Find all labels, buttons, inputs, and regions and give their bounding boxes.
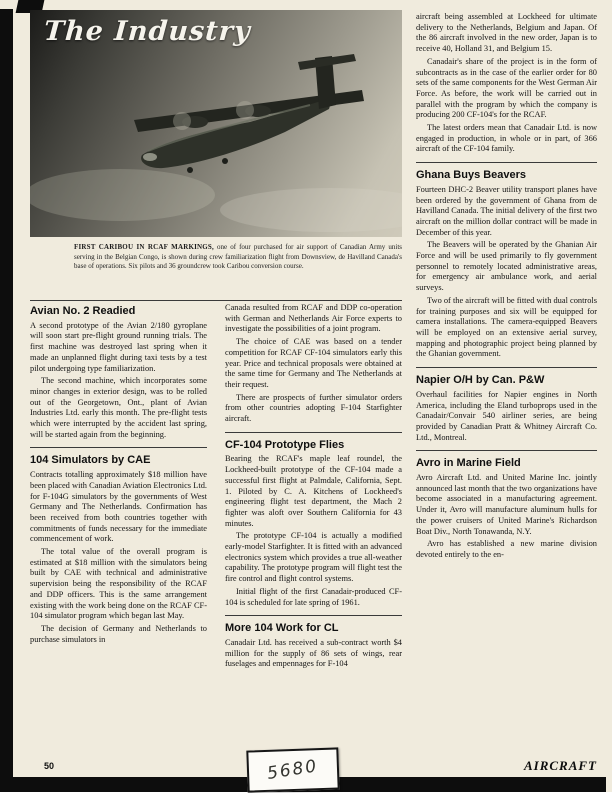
article-paragraph: A second prototype of the Avian 2/180 gyroplane will soon start pre-flight ground running trials. The first machine was destroyed last spring when it made an unplanned flight during taxi tests by a test pilot undergoing type familiarization. — [30, 320, 207, 373]
caption-divider-rule — [30, 300, 402, 301]
article-paragraph: Bearing the RCAF's maple leaf roundel, the Lockheed-built prototype of the CF-104 made a successful first flight at Palmdale, California, Sept. 1. Piloted by C. A. Kitchens of Lockheed's engineering flight test department, the Mach 2 fighter was aloft over Southern California for 43 minutes. — [225, 454, 402, 528]
article-cf104-prototype — [225, 432, 402, 609]
article-paragraph: The Beavers will be operated by the Ghanian Air Force and will be used primarily to fly government personnel to remotely located administrative areas, for emergency air ambulance work, and aerial surveys. — [416, 240, 597, 293]
article-heading: Ghana Buys Beavers — [416, 169, 527, 182]
photo-caption — [74, 243, 402, 272]
article-paragraph: Initial flight of the first Canadair-produced CF-104 is scheduled for late spring of 1961. — [225, 586, 402, 607]
article-paragraph: The decision of Germany and Netherlands to purchase simulators in — [30, 623, 207, 644]
article-avian-no-2 — [30, 306, 207, 440]
article-heading: Avro in Marine Field — [416, 457, 521, 470]
left-edge-bar — [0, 9, 13, 792]
page-number: 50 — [44, 761, 55, 771]
lead-photo — [30, 10, 402, 237]
column-left — [30, 303, 207, 647]
photo-caption-lead: FIRST CARIBOU IN RCAF MARKINGS, — [74, 243, 214, 251]
article-paragraph: There are prospects of further simulator orders from other countries adopting F-104 Starfighter aircraft. — [225, 392, 402, 424]
article-heading: Napier O/H by Can. P&W — [416, 374, 545, 387]
handwritten-number: 5680 — [266, 756, 320, 784]
article-more-104-work — [225, 615, 402, 670]
article-paragraph: Fourteen DHC-2 Beaver utility transport planes have been ordered by the government of Ghana from de Havilland Canada. The initial delivery of the first two aircraft on the million dollar contract will be made in December of this year. — [416, 184, 597, 237]
section-title: The Industry — [42, 16, 252, 47]
article-104-simulators — [30, 447, 207, 645]
column-right — [416, 12, 597, 563]
article-paragraph: Contracts totalling approximately $18 million have been placed with Canadian Aviation Electronics Ltd. for F-104G simulators by the governments of West Germany and The Netherlands. Confirmation has been received from both countries together with commitments of funds necessary for the immediate commencement of work. — [30, 470, 207, 544]
article-heading: More 104 Work for CL — [225, 622, 339, 635]
article-heading: Avian No. 2 Readied — [30, 305, 136, 317]
handwritten-slip — [246, 747, 339, 792]
article-simulators-continuation — [225, 303, 402, 425]
article-heading: CF-104 Prototype Flies — [225, 438, 345, 451]
article-paragraph: The prototype CF-104 is actually a modified early-model Starfighter. It is fitted with an advanced electronics system which provides a true all-weather capability. The prototype program will flight test the fire control and flight control systems. — [225, 531, 402, 584]
article-paragraph: Avro Aircraft Ltd. and United Marine Inc. jointly announced last month that the two organizations have become associated in a manufacturing agreement. Under it, Avro will manufacture aluminum hulls for the power cruisers of United Marine's Richardson Boat Div., North Tonawanda, N.Y. — [416, 473, 597, 536]
article-paragraph: Canadair Ltd. has received a sub-contract worth $4 million for the supply of 86 sets of wings, rear fuselages and empennages for F-104 — [225, 637, 402, 669]
article-paragraph: Canadair's share of the project is in the form of subcontracts as in the case of the earlier order for 80 sets of the same components for the West German Air Force. As before, the work will be carried out in parallel with the program by which the company is producing 200 CF-104's for the RCAF. — [416, 56, 597, 120]
magazine-logo: AIRCRAFT — [523, 758, 597, 773]
article-canadair-continuation — [416, 12, 597, 155]
article-avro-marine — [416, 450, 597, 560]
article-ghana-beavers — [416, 162, 597, 360]
article-paragraph: Overhaul facilities for Napier engines in North America, including the Eland turboprops used in the Canadair/Convair 540 airliner series, are being provided by Canadian Pratt & Whitney Aircraft Co. Ltd., Montreal. — [416, 389, 597, 442]
article-paragraph: aircraft being assembled at Lockheed for ultimate delivery to the Netherlands, Belgium and Japan. Of the 86 aircraft involved in the new order, Japan is to receive 40, Holland 31, and Belgium 15. — [416, 12, 597, 54]
article-heading: 104 Simulators by CAE — [30, 454, 151, 467]
article-paragraph: Two of the aircraft will be fitted with dual controls for training purposes and six will be equipped for camera installations. The camera-equipped Beavers will be employed on an extensive aerial survey, mapping and photographic project being planned by the Ghanian government. — [416, 295, 597, 359]
column-center — [225, 303, 402, 672]
article-paragraph: Avro has established a new marine division devoted entirely to the en- — [416, 539, 597, 559]
article-paragraph: The latest orders mean that Canadair Ltd. is now engaged in production, in whole or in part, of 366 aircraft of the CF-104 family. — [416, 123, 597, 154]
article-paragraph: Canada resulted from RCAF and DDP co-operation with German and Netherlands Air Force experts to investigate the possibilities of a joint program. — [225, 303, 402, 334]
article-paragraph: The total value of the overall program is estimated at $18 million with the simulators being built by CAE with technical and administrative supervision being the responsibility of the RCAF and DDP officers. This is the same arrangement existing with the work being done on the RCAF CF-104 simulator program which began last May. — [30, 547, 207, 621]
photo-caption-body: one of four purchased for air support of Canadian Army units serving in the Belgian Congo, is shown during crew familiarization flight from Downsview, de Havilland Canada's base of operations. Six pilots and 36 groundcrew took Caribou conversion course. — [74, 243, 402, 271]
article-paragraph: The second machine, which incorporates some minor changes in exterior design, was to be rolled out of the Georgetown, Ont., plant of Avian Industries Ltd. early this month. The pre-flight tests which were interrupted by the accident last spring, will be started again from the beginning. — [30, 376, 207, 439]
article-napier-overhaul — [416, 367, 597, 443]
article-paragraph: The choice of CAE was based on a tender competition for RCAF CF-104 simulators early this year. Price and technical proposals were obtained at the same time for Germany and The Netherlands at their request. — [225, 337, 402, 389]
